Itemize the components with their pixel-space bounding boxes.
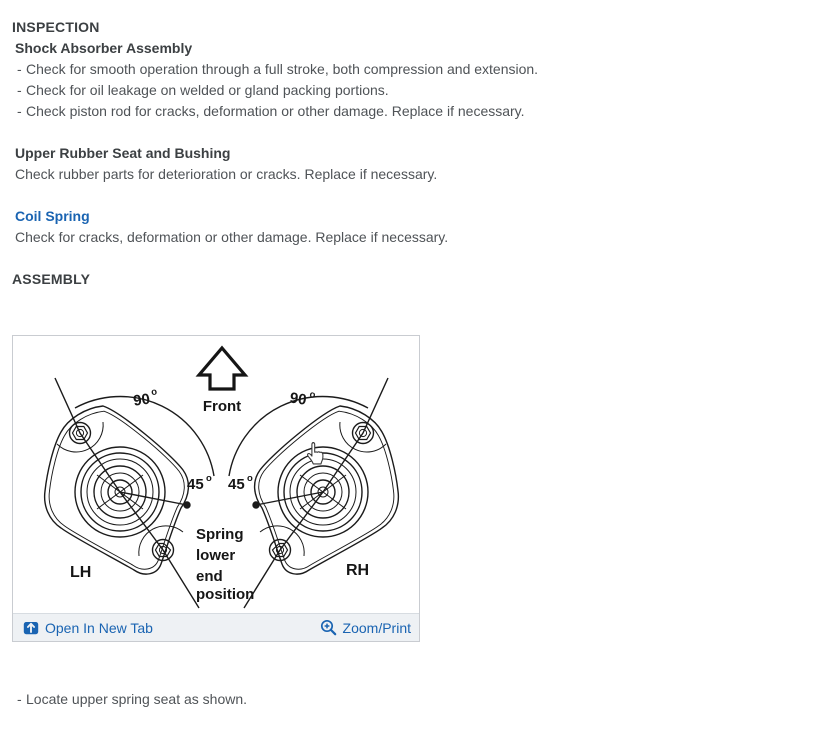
lh-label: LH [70, 564, 92, 581]
bullet-dash: - [17, 691, 22, 707]
check-item-text: Check for smooth operation through a full stroke, both compression and extension. [26, 61, 539, 77]
front-label: Front [202, 398, 242, 415]
strut-mount-plate-rh [229, 378, 398, 608]
svg-text:o: o [150, 386, 158, 399]
svg-text:90: 90 [132, 390, 152, 410]
svg-text:lower: lower [196, 547, 236, 564]
upper-rubber-seat-text: Check rubber parts for deterioration or cracks. Replace if necessary. [15, 166, 438, 182]
bullet-dash: - [17, 82, 22, 98]
svg-text:90: 90 [288, 389, 308, 409]
zoom-print-link[interactable] [320, 619, 411, 636]
check-item [12, 101, 813, 122]
angle-label-45-left [187, 473, 212, 493]
front-arrow-icon [199, 348, 245, 389]
inspection-heading: INSPECTION [12, 19, 100, 35]
svg-text:Spring: Spring [196, 526, 244, 543]
figure-toolbar [13, 613, 419, 641]
svg-text:position: position [196, 586, 255, 603]
hand-cursor-icon [308, 443, 323, 464]
figure-diagram-spring-seat[interactable] [13, 336, 419, 613]
angle-label-45-right [228, 473, 253, 493]
coil-spring-link[interactable]: Coil Spring [15, 208, 90, 224]
zoom-in-icon [320, 619, 337, 636]
assembly-heading: ASSEMBLY [12, 271, 91, 287]
assembly-note-text: Locate upper spring seat as shown. [26, 691, 248, 707]
check-item [12, 59, 813, 80]
rh-label: RH [346, 562, 370, 579]
shock-absorber-heading: Shock Absorber Assembly [15, 40, 193, 56]
bullet-dash: - [17, 61, 22, 77]
assembly-note [12, 689, 813, 710]
svg-text:end: end [196, 568, 223, 585]
svg-text:45: 45 [228, 476, 245, 493]
check-item [12, 80, 813, 101]
svg-text:o: o [206, 473, 212, 484]
angle-label-90-right [289, 387, 317, 410]
svg-text:o: o [308, 389, 317, 401]
angle-label-90-left [132, 386, 160, 409]
open-in-new-tab-icon [23, 620, 39, 635]
check-item-text: Check piston rod for cracks, deformation or other damage. Replace if necessary. [26, 103, 525, 119]
figure-viewer [12, 335, 420, 642]
upper-rubber-seat-heading: Upper Rubber Seat and Bushing [15, 145, 231, 161]
bullet-dash: - [17, 103, 22, 119]
coil-spring-text: Check for cracks, deformation or other damage. Replace if necessary. [15, 229, 449, 245]
open-in-new-tab-link[interactable] [23, 620, 153, 636]
svg-text:45: 45 [187, 476, 204, 493]
svg-text:o: o [247, 473, 253, 484]
spring-position-note [196, 526, 254, 603]
open-in-new-tab-label: Open In New Tab [45, 619, 153, 636]
check-item-text: Check for oil leakage on welded or gland packing portions. [26, 82, 389, 98]
zoom-print-label: Zoom/Print [342, 619, 411, 636]
